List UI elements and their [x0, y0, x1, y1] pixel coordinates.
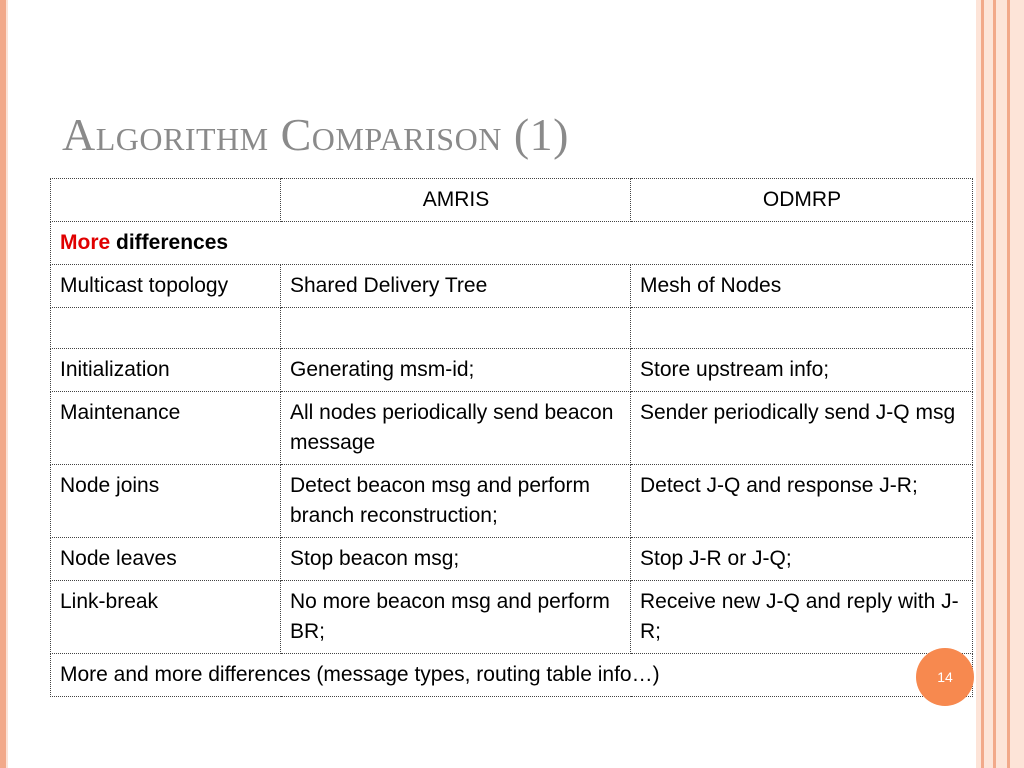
- right-stripe-2: [993, 0, 996, 768]
- section-label-highlight: More: [60, 231, 111, 254]
- odmrp-cell: [631, 308, 973, 349]
- odmrp-cell: Mesh of Nodes: [631, 265, 973, 308]
- section-row: [51, 222, 973, 265]
- amris-cell: All nodes periodically send beacon message: [281, 392, 631, 465]
- left-border-highlight: [6, 0, 8, 768]
- row-label: [51, 308, 281, 349]
- table-row-empty: [51, 308, 973, 349]
- table-row: [51, 392, 973, 465]
- page-number-badge: 14: [916, 648, 974, 706]
- right-stripe-3: [1007, 0, 1010, 768]
- table-header-row: [51, 179, 973, 222]
- odmrp-cell: Stop J-R or J-Q;: [631, 538, 973, 581]
- odmrp-cell: Sender periodically send J-Q msg: [631, 392, 973, 465]
- table-row: [51, 581, 973, 654]
- header-cell-odmrp: ODMRP: [631, 179, 973, 222]
- row-label: Initialization: [51, 349, 281, 392]
- table-row: [51, 538, 973, 581]
- section-label-text: differences: [110, 231, 229, 254]
- amris-cell: [281, 308, 631, 349]
- amris-cell: Shared Delivery Tree: [281, 265, 631, 308]
- row-label: Link-break: [51, 581, 281, 654]
- odmrp-cell: Store upstream info;: [631, 349, 973, 392]
- amris-cell: Stop beacon msg;: [281, 538, 631, 581]
- amris-cell: Generating msm-id;: [281, 349, 631, 392]
- row-label: Multicast topology: [51, 265, 281, 308]
- header-cell-empty: [51, 179, 281, 222]
- odmrp-cell: Receive new J-Q and reply with J-R;: [631, 581, 973, 654]
- footer-row: [51, 654, 973, 697]
- header-cell-amris: AMRIS: [281, 179, 631, 222]
- comparison-table: [50, 178, 973, 697]
- row-label: Maintenance: [51, 392, 281, 465]
- row-label: Node joins: [51, 465, 281, 538]
- table-row: [51, 465, 973, 538]
- amris-cell: No more beacon msg and perform BR;: [281, 581, 631, 654]
- footer-note: More and more differences (message types, routing table info…): [51, 654, 973, 697]
- amris-cell: Detect beacon msg and perform branch reconstruction;: [281, 465, 631, 538]
- section-label: [51, 222, 973, 265]
- row-label: Node leaves: [51, 538, 281, 581]
- slide-title: Algorithm Comparison (1): [62, 109, 569, 160]
- table-row: [51, 265, 973, 308]
- table-row: [51, 349, 973, 392]
- odmrp-cell: Detect J-Q and response J-R;: [631, 465, 973, 538]
- right-stripe-1: [981, 0, 984, 768]
